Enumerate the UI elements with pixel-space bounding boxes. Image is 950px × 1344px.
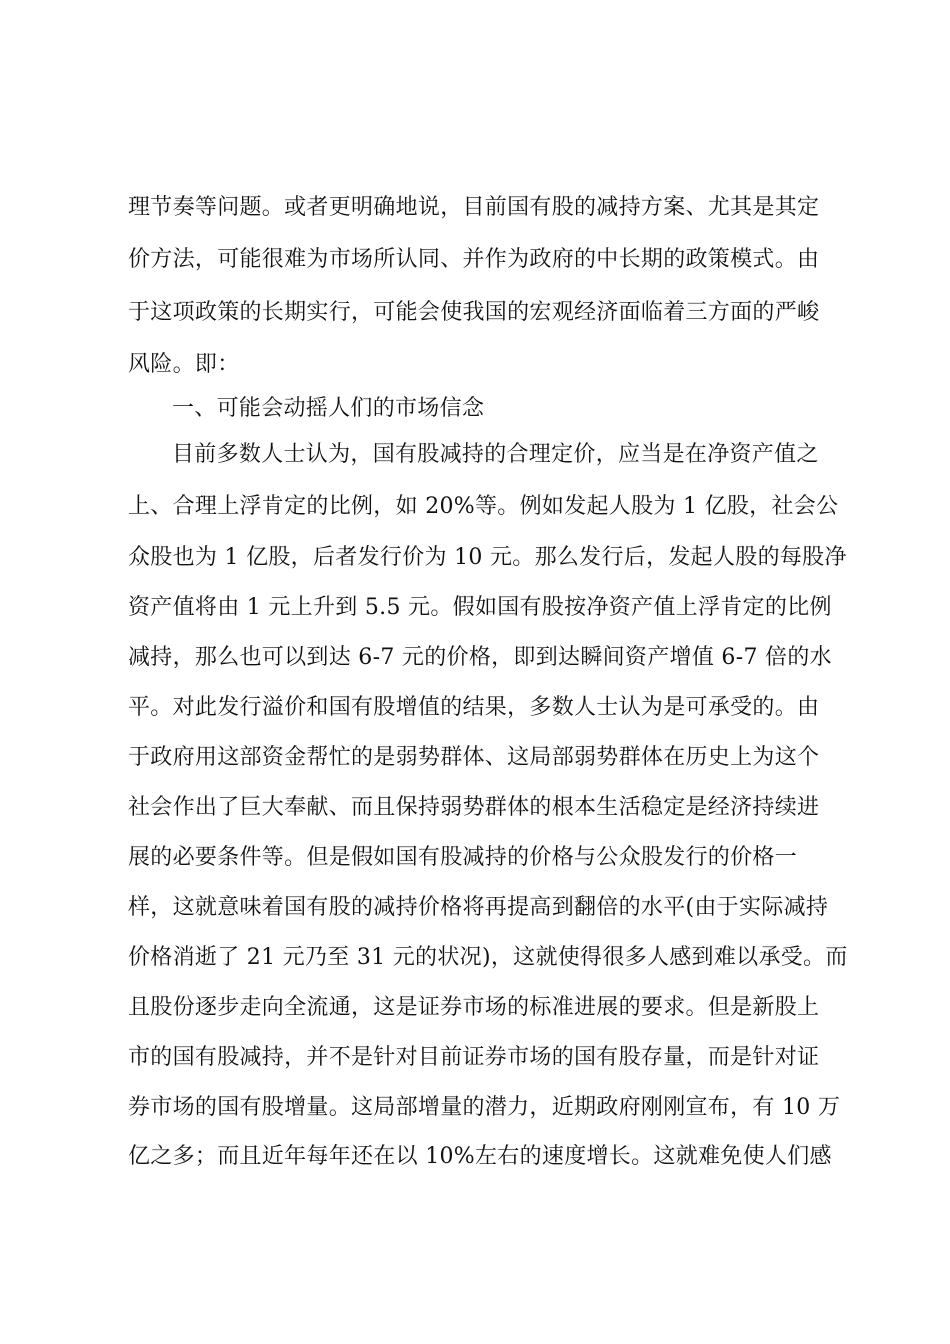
text-line: 平。对此发行溢价和国有股增值的结果，多数人士认为是可承受的。由 bbox=[128, 695, 820, 720]
text-line: 且股份逐步走向全流通，这是证券市场的标准进展的要求。但是新股上 bbox=[128, 995, 820, 1020]
text-line: 价方法，可能很难为市场所认同、并作为政府的中长期的政策模式。由 bbox=[128, 247, 820, 272]
text-line: 市的国有股减持，并不是针对目前证券市场的国有股存量，而是针对证 bbox=[128, 1045, 820, 1070]
section-heading: 一、可能会动摇人们的市场信念 bbox=[172, 396, 485, 421]
text-line: 于政府用这部资金帮忙的是弱势群体、这局部弱势群体在历史上为这个 bbox=[128, 745, 820, 770]
text-line: 众股也为 1 亿股，后者发行价为 10 元。那么发行后，发起人股的每股净 bbox=[128, 545, 847, 570]
text-line: 券市场的国有股增量。这局部增量的潜力，近期政府刚刚宣布，有 10 万 bbox=[128, 1095, 841, 1120]
text-line: 资产值将由 1 元上升到 5.5 元。假如国有股按净资产值上浮肯定的比例 bbox=[128, 595, 832, 620]
text-line: 目前多数人士认为，国有股减持的合理定价，应当是在净资产值之 bbox=[172, 442, 819, 467]
text-line: 减持，那么也可以到达 6-7 元的价格，即到达瞬间资产增值 6-7 倍的水 bbox=[128, 645, 832, 670]
text-line: 样，这就意味着国有股的减持价格将再提高到翻倍的水平(由于实际减持 bbox=[128, 895, 829, 920]
text-line: 风险。即： bbox=[128, 352, 240, 377]
text-line: 社会作出了巨大奉献、而且保持弱势群体的根本生活稳定是经济持续进 bbox=[128, 795, 820, 820]
text-line: 亿之多；而且近年每年还在以 10%左右的速度增长。这就难免使人们感 bbox=[128, 1144, 832, 1169]
text-line: 于这项政策的长期实行，可能会使我国的宏观经济面临着三方面的严峻 bbox=[128, 300, 820, 325]
text-line: 理节奏等问题。或者更明确地说，目前国有股的减持方案、尤其是其定 bbox=[128, 195, 820, 220]
text-line: 价格消逝了 21 元乃至 31 元的状况)，这就使得很多人感到难以承受。而 bbox=[128, 945, 848, 970]
text-line: 上、合理上浮肯定的比例，如 20%等。例如发起人股为 1 亿股，社会公 bbox=[128, 494, 839, 519]
text-line: 展的必要条件等。但是假如国有股减持的价格与公众股发行的价格一 bbox=[128, 845, 798, 870]
